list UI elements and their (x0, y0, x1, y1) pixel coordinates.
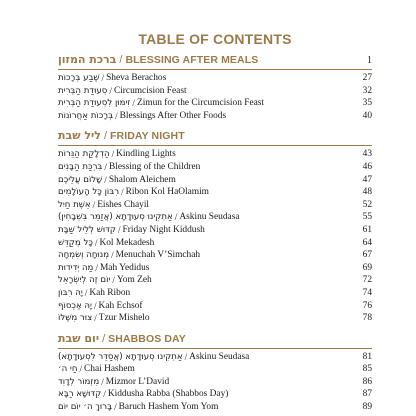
toc-entry[interactable] (58, 186, 372, 199)
entry-hebrew-title: שָׁלוֹם עֲלֵיכֶם (58, 174, 103, 185)
section-hebrew-title: ליל שבת (58, 129, 101, 143)
section-english-title: FRIDAY NIGHT (110, 130, 185, 143)
toc-entry[interactable] (58, 376, 372, 389)
toc-entry[interactable] (58, 161, 372, 174)
entry-hebrew-title: בִּרְכַּת הַבָּנִים (58, 161, 103, 172)
toc-entry[interactable] (58, 199, 372, 212)
toc-entry[interactable] (58, 85, 372, 98)
entry-separator: / (104, 161, 107, 172)
entry-separator: / (95, 262, 98, 273)
entry-separator: / (84, 287, 88, 298)
entry-english-title: Blessings After Other Foods (119, 110, 227, 121)
entry-english-title: Askinu Seudasa (179, 212, 240, 223)
toc-entry[interactable] (58, 249, 372, 262)
entry-page-number: 85 (362, 364, 372, 375)
entry-english-title: Tzur Mishelo (98, 313, 150, 324)
section-header[interactable] (58, 51, 372, 70)
entry-english-title: Sheva Berachos (106, 73, 167, 83)
toc-entry[interactable] (58, 300, 372, 313)
entry-page-number: 87 (362, 389, 372, 400)
entry-english-title: Zimun for the Circumcision Feast (136, 98, 265, 109)
section-entries (58, 351, 372, 414)
toc-entry[interactable] (58, 274, 372, 287)
section-page-number: 1 (367, 55, 372, 66)
entry-separator: / (103, 389, 106, 400)
toc-section (58, 330, 372, 414)
entry-separator: / (111, 149, 115, 160)
entry-hebrew-title: אֵשֶׁת חַיִל (58, 199, 91, 210)
entry-english-title: Kiddusha Rabba (Shabbos Day) (107, 389, 229, 400)
entry-hebrew-title: מִזְמוֹר לְדָוִד (58, 376, 100, 387)
entry-hebrew-title: קִדּוּשׁ לְלֵיל שַׁבָּת (58, 224, 116, 235)
entry-separator: / (94, 313, 97, 324)
entry-english-title: Kol Mekadesh (99, 237, 155, 248)
toc-entry[interactable] (58, 287, 372, 300)
entry-english-title: Friday Night Kiddush (122, 224, 205, 235)
entry-english-title: Ribon Kol HaOlamim (125, 187, 209, 198)
entry-separator: / (92, 199, 96, 210)
entry-hebrew-title: קִדּוּשָׁא רַבָּא (58, 389, 102, 400)
entry-separator: / (117, 224, 121, 235)
entry-hebrew-title: אַתְקִינוּ סְעוּדָתָא (אֲזַמֵּר בִּשְׁבָחִין) (58, 212, 173, 223)
entry-separator: / (104, 174, 107, 185)
toc-entry[interactable] (58, 224, 372, 237)
toc-section (58, 51, 372, 122)
entry-page-number: 46 (362, 161, 372, 172)
entry-page-number: 72 (362, 275, 372, 286)
section-separator: / (102, 332, 106, 345)
entry-english-title: Menuchah V’Simchah (115, 250, 201, 261)
section-english-title: SHABBOS DAY (108, 332, 186, 345)
entry-separator: / (132, 98, 135, 109)
toc-entry[interactable] (58, 174, 372, 187)
entry-page-number: 35 (362, 98, 372, 109)
entry-page-number: 48 (362, 187, 372, 198)
entry-hebrew-title: שֶׁבַע בְּרָכוֹת (58, 73, 100, 83)
entry-separator: / (184, 351, 188, 362)
section-header[interactable] (58, 127, 372, 146)
entry-english-title: Circumcision Feast (113, 85, 187, 96)
entry-english-title: Blessing of the Children (108, 161, 201, 172)
entry-page-number: 81 (362, 351, 372, 362)
entry-page-number: 32 (362, 85, 372, 96)
toc-entry[interactable] (58, 148, 372, 161)
entry-hebrew-title: כָּל מְקַדֵּשׁ (58, 237, 93, 248)
entry-hebrew-title: מְנוּחָה וְשִׂמְחָה (58, 250, 110, 261)
entry-english-title: Kindling Lights (116, 149, 176, 160)
entry-hebrew-title: מַה יְדִידוּת (58, 262, 94, 273)
entry-hebrew-title: יָהּ רִבּוֹן (58, 287, 83, 298)
entry-english-title: Kah Ribon (89, 287, 131, 298)
entry-separator: / (101, 73, 105, 83)
entry-separator: / (93, 300, 97, 311)
entry-page-number: 76 (362, 300, 372, 311)
section-english-title: BLESSING AFTER MEALS (125, 54, 259, 66)
section-separator: / (119, 54, 123, 66)
entry-separator: / (112, 275, 115, 286)
entry-page-number: 89 (362, 402, 372, 413)
toc-entry[interactable] (58, 97, 372, 110)
entry-english-title: Mah Yedidus (99, 262, 150, 273)
entry-hebrew-title: בְּרָכוֹת אַחֲרוֹנוֹת (58, 110, 114, 121)
page-title: TABLE OF CONTENTS (138, 31, 292, 47)
entry-hebrew-title: בָּרוּךְ ה׳ יוֹם יוֹם (58, 402, 113, 413)
toc-sections (58, 51, 372, 414)
section-hebrew-title: ברכת המזון (58, 53, 117, 66)
entry-hebrew-title: חַי ה׳ (58, 364, 78, 375)
entry-separator: / (111, 250, 114, 261)
toc-entry[interactable] (58, 388, 372, 401)
entry-hebrew-title: צוּר מִשֶּׁלּוֹ (58, 313, 93, 324)
entry-page-number: 43 (362, 149, 372, 160)
section-entries (58, 72, 372, 122)
toc-section (58, 127, 372, 324)
entry-separator: / (174, 212, 178, 223)
entry-english-title: Chai Hashem (84, 364, 135, 375)
entry-english-title: Shalom Aleichem (108, 174, 176, 185)
entry-page-number: 55 (362, 212, 372, 223)
entry-separator: / (121, 187, 124, 198)
entry-page-number: 86 (362, 376, 372, 387)
entry-page-number: 74 (362, 287, 372, 298)
entry-page-number: 40 (362, 110, 372, 121)
entry-separator: / (101, 376, 104, 387)
section-header[interactable] (58, 330, 372, 349)
toc-entry[interactable] (58, 401, 372, 414)
entry-page-number: 47 (362, 174, 372, 185)
entry-hebrew-title: הַדְלָקַת הַנֵּרוֹת (58, 149, 110, 160)
entry-english-title: Yom Zeh (116, 275, 152, 286)
entry-hebrew-title: סְעוּדַת הַבְּרִית (58, 85, 108, 96)
toc-entry[interactable] (58, 312, 372, 325)
entry-english-title: Eishes Chayil (97, 199, 150, 210)
entry-english-title: Kah Echsof (98, 300, 143, 311)
entry-hebrew-title: יָהּ אֶכְסוֹף (58, 300, 92, 311)
toc-entry[interactable] (58, 110, 372, 123)
section-hebrew-title: יום שבת (58, 331, 100, 345)
entry-hebrew-title: רִבּוֹן כָּל הָעוֹלָמִים (58, 187, 120, 198)
toc-entry[interactable] (58, 72, 372, 85)
toc-entry[interactable] (58, 363, 372, 376)
entry-separator: / (79, 364, 83, 375)
toc-entry[interactable] (58, 237, 372, 250)
entry-page-number: 52 (362, 199, 372, 210)
toc-entry[interactable] (58, 351, 372, 364)
toc-entry[interactable] (58, 211, 372, 224)
entry-hebrew-title: יוֹם זֶה לְיִשְׂרָאֵל (58, 275, 111, 286)
section-separator: / (103, 130, 108, 143)
entry-separator: / (114, 402, 117, 413)
entry-page-number: 69 (362, 262, 372, 273)
entry-hebrew-title: זִימּוּן לִסְעוּדַת הַבְּרִית (58, 98, 131, 109)
entry-separator: / (115, 110, 118, 121)
entry-english-title: Baruch Hashem Yom Yom (118, 402, 219, 413)
entry-page-number: 61 (362, 224, 372, 235)
entry-hebrew-title: אַתְקִינוּ סְעוּדָתָא (אֲסַדֵּר לִסְעוּדָתָא) (58, 351, 183, 362)
toc-entry[interactable] (58, 262, 372, 275)
entry-separator: / (109, 85, 112, 96)
entry-page-number: 67 (362, 250, 372, 261)
section-entries (58, 148, 372, 324)
entry-page-number: 64 (362, 237, 372, 248)
entry-english-title: Askinu Seudasa (189, 351, 250, 362)
entry-page-number: 27 (362, 73, 372, 83)
entry-separator: / (94, 237, 98, 248)
entry-page-number: 78 (362, 313, 372, 324)
entry-english-title: Mizmor L’David (105, 376, 170, 387)
